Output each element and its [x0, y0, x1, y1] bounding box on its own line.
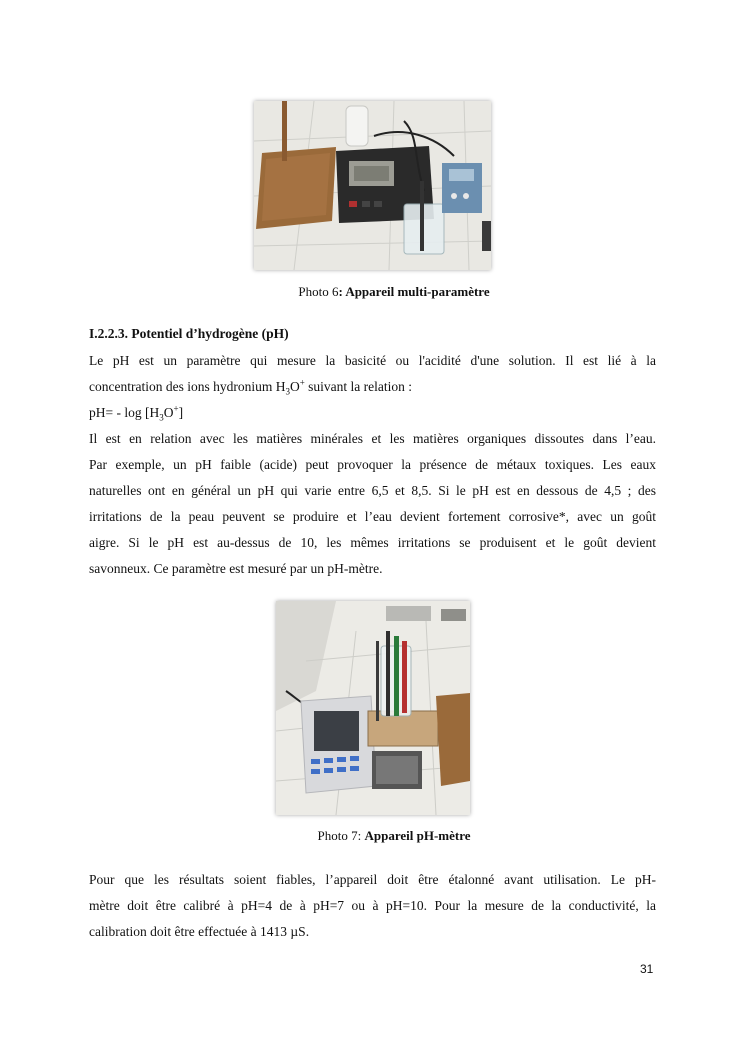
text-line: aigre. Si le pH est au-dessus de 10, les mêmes irritations se produisent et le goût devient: [89, 535, 656, 550]
superscript: +: [299, 377, 305, 388]
photo-7-caption: [22, 828, 744, 844]
text-fragment: suivant la relation :: [304, 379, 413, 394]
formula-line: [89, 400, 656, 426]
text-line: calibration doit être effectuée à 1413 µS.: [89, 924, 310, 939]
subscript: 3: [159, 412, 164, 423]
text-fragment: concentration des ions hydronium H: [89, 379, 286, 394]
photo-7-caption-title: Appareil pH-mètre: [364, 828, 471, 843]
photo-6-caption: [22, 284, 744, 300]
text-fragment: O: [289, 379, 300, 394]
photo-multi-parameter-device: [254, 101, 491, 270]
text-line: Pour que les résultats soient fiables, l’appareil doit être étalonné avant utilisation. Le pH-: [89, 872, 656, 887]
photo-7-caption-prefix: Photo 7:: [317, 828, 365, 843]
text-line: naturelles ont en général un pH qui varie entre 6,5 et 8,5. Si le pH est en dessous de 4,5 ; des: [89, 483, 656, 498]
paragraph-calibration: [89, 867, 656, 945]
text-fragment: ]: [178, 405, 184, 420]
text-line: mètre doit être calibré à pH=4 de à pH=7 ou à pH=10. Pour la mesure de la conductivité, la: [89, 898, 656, 913]
text-fragment: pH= - log [H: [89, 405, 160, 420]
photo-7-image: [276, 601, 470, 815]
photo-6-image: [254, 101, 491, 270]
text-line: [89, 374, 656, 400]
text-line: savonneux. Ce paramètre est mesuré par un pH-mètre.: [89, 561, 383, 576]
photo-6-caption-title: : Appareil multi-paramètre: [338, 284, 490, 299]
superscript: +: [173, 403, 179, 414]
text-fragment: O: [163, 405, 174, 420]
text-line: Le pH est un paramètre qui mesure la basicité ou l'acidité d'une solution. Il est lié à la: [89, 353, 656, 368]
text-line: Par exemple, un pH faible (acide) peut provoquer la présence de métaux toxiques. Les eaux: [89, 457, 656, 472]
subscript: 3: [285, 386, 290, 397]
paragraph-ph-description: [89, 348, 656, 582]
text-line: Il est en relation avec les matières minérales et les matières organiques dissoutes dans l’eau.: [89, 431, 656, 446]
page-number: 31: [640, 962, 654, 976]
photo-6-caption-prefix: Photo 6: [298, 284, 339, 299]
photo-ph-meter: [276, 601, 470, 815]
section-heading: I.2.2.3. Potentiel d’hydrogène (pH): [89, 326, 289, 341]
text-line: irritations de la peau peuvent se produire et l’eau devient fortement corrosive*, avec un goût: [89, 509, 656, 524]
